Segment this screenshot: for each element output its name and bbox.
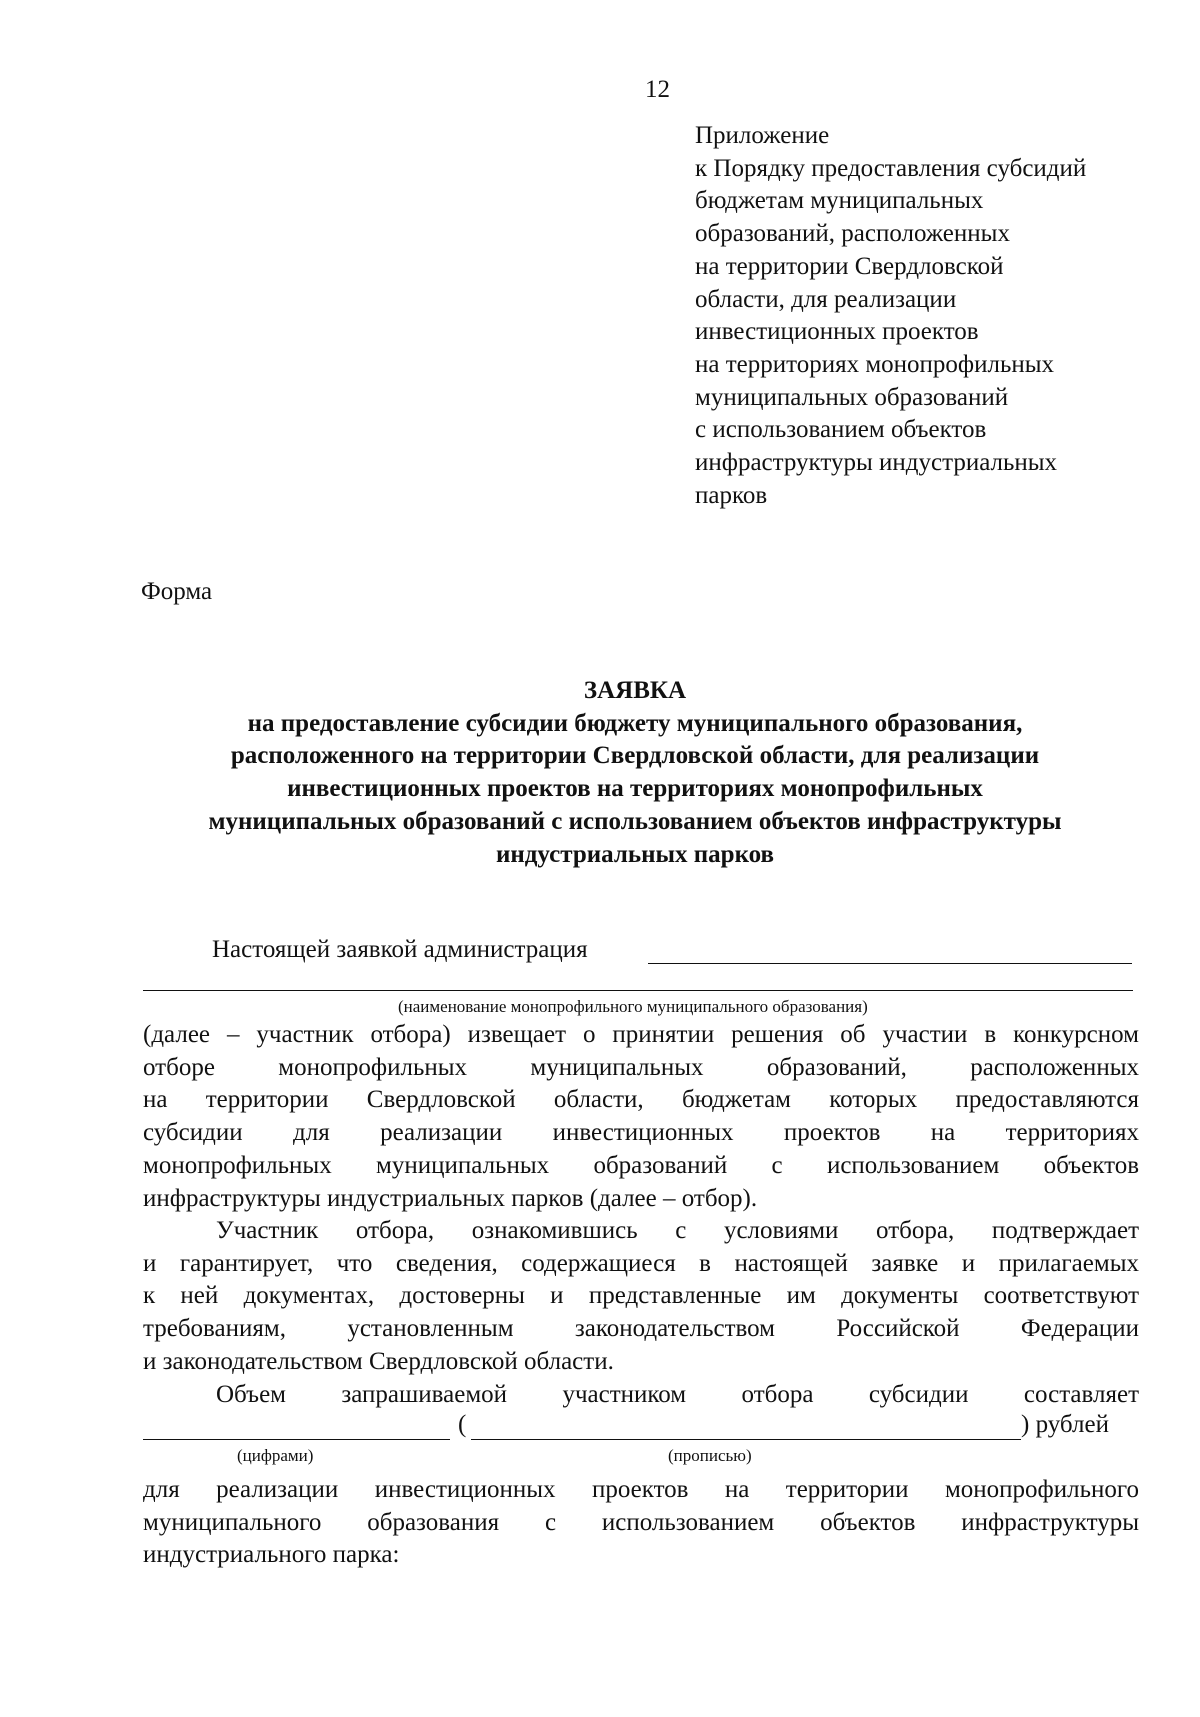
municipality-name-field[interactable] (143, 990, 1133, 991)
paragraph-line: индустриального парка: (143, 1541, 400, 1569)
appendix-line: парков (695, 481, 768, 509)
administration-name-field[interactable] (648, 963, 1132, 964)
appendix-line: инвестиционных проектов (695, 318, 979, 346)
paragraph-line: монопрофильных муниципальных образований с использованием объектов (143, 1151, 1139, 1179)
amount-digits-field[interactable] (143, 1439, 450, 1440)
paragraph-line: инфраструктуры индустриальных парков (далее – отбор). (143, 1184, 758, 1212)
title-line: инвестиционных проектов на территориях монопрофильных (287, 775, 983, 803)
paragraph-line: для реализации инвестиционных проектов на территории монопрофильного (143, 1476, 1139, 1503)
appendix-line: к Порядку предоставления субсидий (695, 154, 1087, 182)
caption-digits: (цифрами) (237, 1446, 314, 1465)
amount-words-field[interactable] (471, 1439, 1021, 1440)
paragraph-line: и гарантирует, что сведения, содержащиеся в настоящей заявке и прилагаемых (143, 1249, 1139, 1277)
form-label: Форма (141, 578, 213, 605)
paragraph-line: к ней документах, достоверны и представленные им документы соответствуют (143, 1282, 1139, 1310)
appendix-line: образований, расположенных (695, 220, 1010, 248)
paragraph-line: (далее – участник отбора) извещает о принятии решения об участии в конкурсном (143, 1021, 1139, 1048)
intro-text: Настоящей заявкой администрация (212, 936, 588, 963)
appendix-line: муниципальных образований (695, 383, 1009, 411)
appendix-line: бюджетам муниципальных (695, 187, 984, 215)
appendix-line: с использованием объектов (695, 416, 987, 444)
paragraph-3 (143, 1379, 1139, 1412)
paragraph-line: требованиям, установленным законодательством Российской Федерации (143, 1315, 1139, 1343)
appendix-line: инфраструктуры индустриальных (695, 449, 1058, 477)
title-line: расположенного на территории Свердловской области, для реализации (230, 742, 1040, 770)
paragraph-line: Объем запрашиваемой участником отбора субсидии составляет (216, 1381, 1139, 1408)
appendix-line: на территории Свердловской (695, 252, 1004, 280)
paragraph-4 (143, 1474, 1139, 1572)
paragraph-line: отборе монопрофильных муниципальных образований, расположенных (143, 1053, 1139, 1081)
appendix-header (695, 120, 1086, 512)
paragraph-line: и законодательством Свердловской области. (143, 1347, 614, 1375)
appendix-line: области, для реализации (695, 285, 957, 313)
title-heading: ЗАЯВКА (583, 677, 687, 704)
open-paren: ( (458, 1411, 467, 1438)
page-number: 12 (645, 76, 670, 103)
document-title (130, 675, 1140, 871)
paragraph-line: на территории Свердловской области, бюджетам которых предоставляются (143, 1086, 1139, 1114)
paragraph-line: муниципального образования с использованием объектов инфраструктуры (143, 1508, 1139, 1536)
title-line: индустриальных парков (495, 840, 775, 868)
caption-name: (наименование монопрофильного муниципального образования) (398, 997, 868, 1016)
title-line: на предоставление субсидии бюджету муниципального образования, (247, 709, 1023, 737)
rubles-label: ) рублей (1021, 1411, 1109, 1438)
appendix-line: на территориях монопрофильных (695, 350, 1055, 378)
caption-words: (прописью) (668, 1446, 752, 1465)
paragraph-line: субсидии для реализации инвестиционных проектов на территориях (143, 1119, 1139, 1147)
paragraph-line: Участник отбора, ознакомившись с условиями отбора, подтверждает (216, 1217, 1139, 1244)
paragraph-1 (143, 1019, 1139, 1215)
title-line: муниципальных образований с использованием объектов инфраструктуры (208, 807, 1062, 835)
appendix-line: Приложение (695, 122, 830, 149)
paragraph-2 (143, 1215, 1139, 1379)
